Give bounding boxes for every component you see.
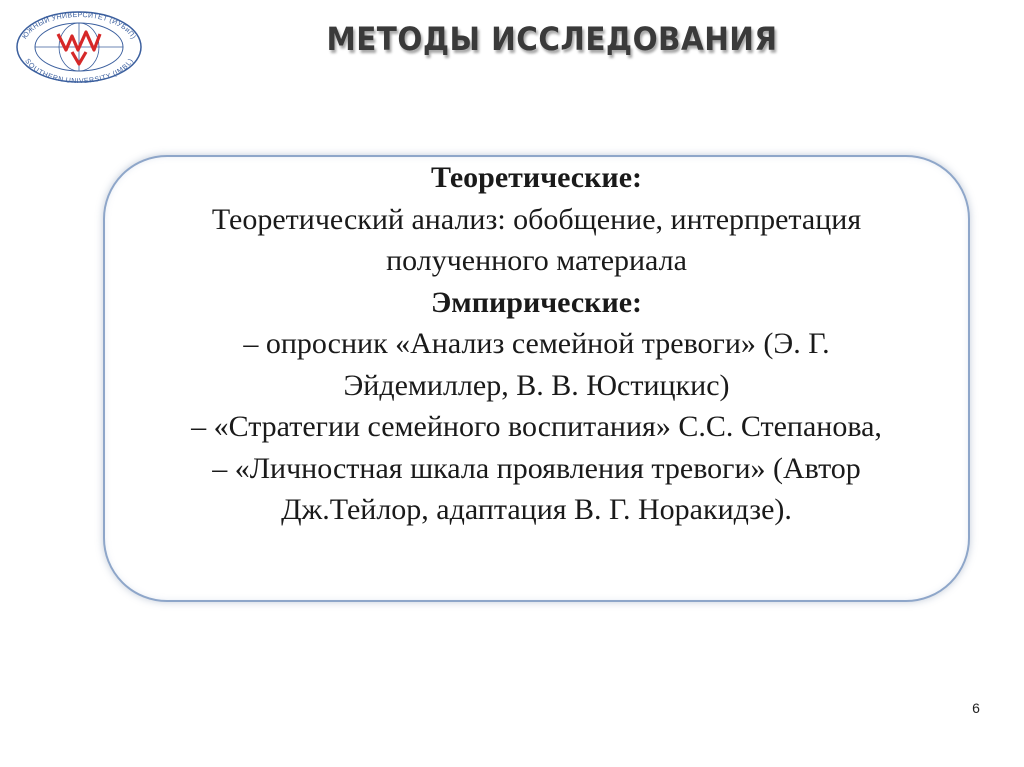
empirical-text-line: – «Стратегии семейного воспитания» С.С. Степанова,: [191, 410, 882, 443]
empirical-text-line: Эйдемиллер, В. В. Юстицкис): [343, 368, 730, 402]
theoretical-heading: Теоретические:: [431, 161, 642, 194]
theoretical-text-line: полученного материала: [386, 244, 687, 277]
svg-text:ЮЖНЫЙ УНИВЕРСИТЕТ (ИУБиП): ЮЖНЫЙ УНИВЕРСИТЕТ (ИУБиП): [21, 11, 137, 41]
empirical-heading: Эмпирические:: [430, 285, 643, 319]
content-text: [110, 157, 963, 531]
theoretical-text-line: Теоретический анализ: обобщение, интерпретация: [211, 202, 862, 236]
svg-text:SOUTHERN UNIVERSITY (IMBL): SOUTHERN UNIVERSITY (IMBL): [23, 57, 135, 84]
empirical-text-line: – «Личностная шкала проявления тревоги» (Автор: [212, 451, 861, 485]
empirical-text-line: – опросник «Анализ семейной тревоги» (Э. Г.: [243, 327, 830, 360]
page-number: 6: [972, 700, 980, 716]
empirical-text-line: Дж.Тейлор, адаптация В. Г. Норакидзе).: [281, 493, 792, 526]
slide-title: МЕТОДЫ ИССЛЕДОВАНИЯ: [326, 20, 778, 58]
